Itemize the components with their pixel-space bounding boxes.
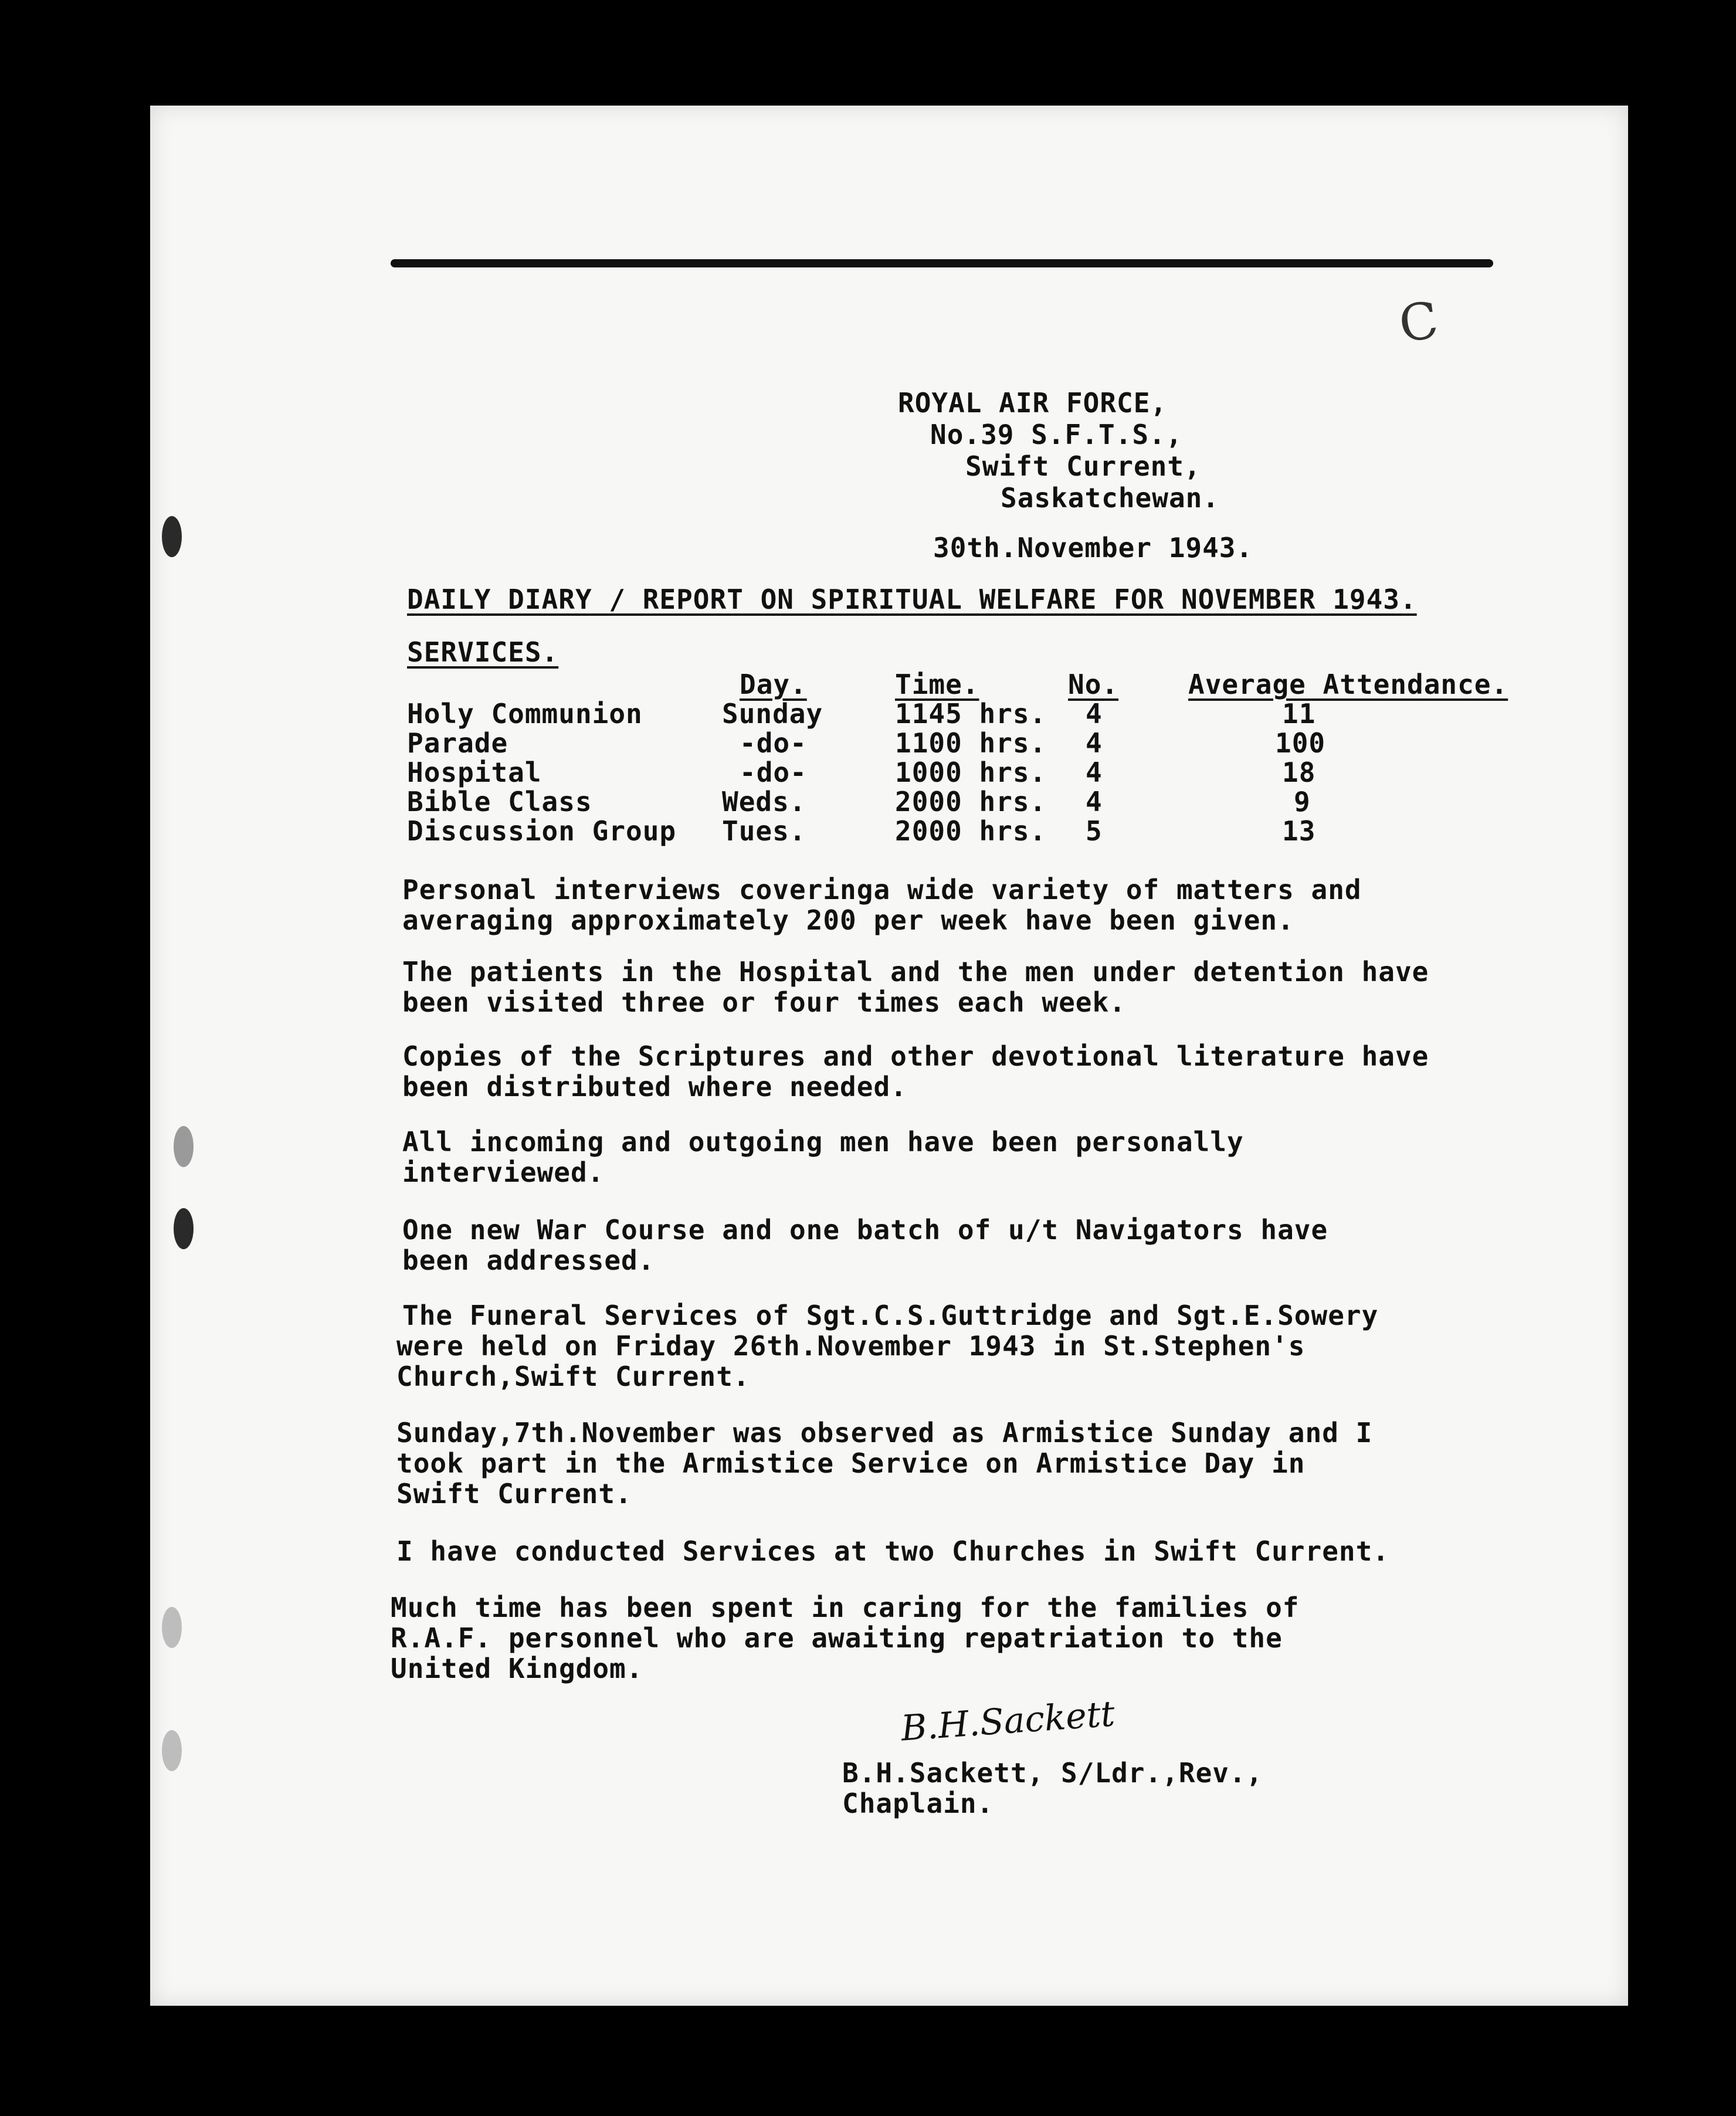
row-time: 2000 hrs.: [895, 786, 1047, 818]
paragraph-line: The patients in the Hospital and the men under detention have: [402, 956, 1429, 988]
services-heading: SERVICES.: [407, 636, 559, 668]
row-service: Hospital: [407, 757, 542, 788]
paragraph-line: interviewed.: [402, 1157, 605, 1188]
header-no: No.: [1068, 669, 1119, 700]
header-rule: [391, 259, 1493, 267]
paragraph-line: Personal interviews coveringa wide variety of matters and: [402, 874, 1362, 906]
header-average-attendance: Average Attendance.: [1188, 669, 1508, 700]
punch-hole: [174, 1208, 194, 1249]
paragraph-line: been visited three or four times each week.: [402, 986, 1126, 1018]
row-no: 4: [1086, 757, 1103, 788]
punch-hole: [162, 516, 182, 557]
paragraph-line: been addressed.: [402, 1244, 655, 1276]
paragraph-line: Swift Current.: [396, 1478, 632, 1510]
corner-mark: C: [1395, 290, 1442, 355]
handwritten-signature: B.H.Sackett: [900, 1693, 1117, 1749]
row-avg: 9: [1294, 786, 1311, 818]
address-line-4: Saskatchewan.: [1001, 482, 1220, 514]
row-no: 5: [1086, 815, 1103, 847]
address-line-3: Swift Current,: [965, 450, 1201, 482]
row-time: 1100 hrs.: [895, 727, 1047, 759]
row-avg: 100: [1275, 727, 1326, 759]
document-date: 30th.November 1943.: [933, 532, 1253, 564]
paragraph-line: were held on Friday 26th.November 1943 in St.Stephen's: [396, 1330, 1306, 1362]
row-service: Discussion Group: [407, 815, 677, 847]
row-avg: 11: [1282, 698, 1316, 730]
document-page: [150, 106, 1628, 2006]
paragraph-line: Much time has been spent in caring for the families of: [391, 1592, 1300, 1623]
paragraph-line: I have conducted Services at two Churches in Swift Current.: [396, 1535, 1389, 1567]
paragraph-line: Sunday,7th.November was observed as Armistice Sunday and I: [396, 1417, 1373, 1449]
signoff-name: B.H.Sackett, S/Ldr.,Rev.,: [842, 1757, 1263, 1789]
paragraph-line: The Funeral Services of Sgt.C.S.Guttridge and Sgt.E.Sowery: [402, 1300, 1379, 1331]
paragraph-line: All incoming and outgoing men have been personally: [402, 1126, 1244, 1158]
address-line-1: ROYAL AIR FORCE,: [898, 387, 1168, 419]
row-time: 2000 hrs.: [895, 815, 1047, 847]
row-no: 4: [1086, 698, 1103, 730]
paragraph-line: R.A.F. personnel who are awaiting repatriation to the: [391, 1622, 1283, 1654]
row-day: -do-: [740, 727, 807, 759]
punch-hole: [162, 1607, 182, 1648]
row-avg: 13: [1282, 815, 1316, 847]
row-time: 1145 hrs.: [895, 698, 1047, 730]
row-day: Weds.: [722, 786, 806, 818]
row-no: 4: [1086, 727, 1103, 759]
row-time: 1000 hrs.: [895, 757, 1047, 788]
header-time: Time.: [895, 669, 979, 700]
row-service: Holy Communion: [407, 698, 643, 730]
row-service: Bible Class: [407, 786, 592, 818]
signoff-title: Chaplain.: [842, 1788, 994, 1819]
paragraph-line: One new War Course and one batch of u/t Navigators have: [402, 1214, 1328, 1246]
paragraph-line: United Kingdom.: [391, 1653, 643, 1684]
paragraph-line: took part in the Armistice Service on Armistice Day in: [396, 1447, 1306, 1479]
paragraph-line: been distributed where needed.: [402, 1071, 907, 1103]
punch-hole: [174, 1126, 194, 1167]
row-day: Sunday: [722, 698, 823, 730]
row-day: -do-: [740, 757, 807, 788]
paragraph-line: Church,Swift Current.: [396, 1361, 750, 1392]
row-service: Parade: [407, 727, 508, 759]
punch-hole: [162, 1730, 182, 1771]
header-day: Day.: [740, 669, 807, 700]
row-no: 4: [1086, 786, 1103, 818]
paragraph-line: averaging approximately 200 per week have been given.: [402, 904, 1294, 936]
row-avg: 18: [1282, 757, 1316, 788]
paragraph-line: Copies of the Scriptures and other devotional literature have: [402, 1040, 1429, 1072]
row-day: Tues.: [722, 815, 806, 847]
address-line-2: No.39 S.F.T.S.,: [930, 419, 1183, 450]
document-title: DAILY DIARY / REPORT ON SPIRITUAL WELFARE FOR NOVEMBER 1943.: [407, 584, 1417, 615]
